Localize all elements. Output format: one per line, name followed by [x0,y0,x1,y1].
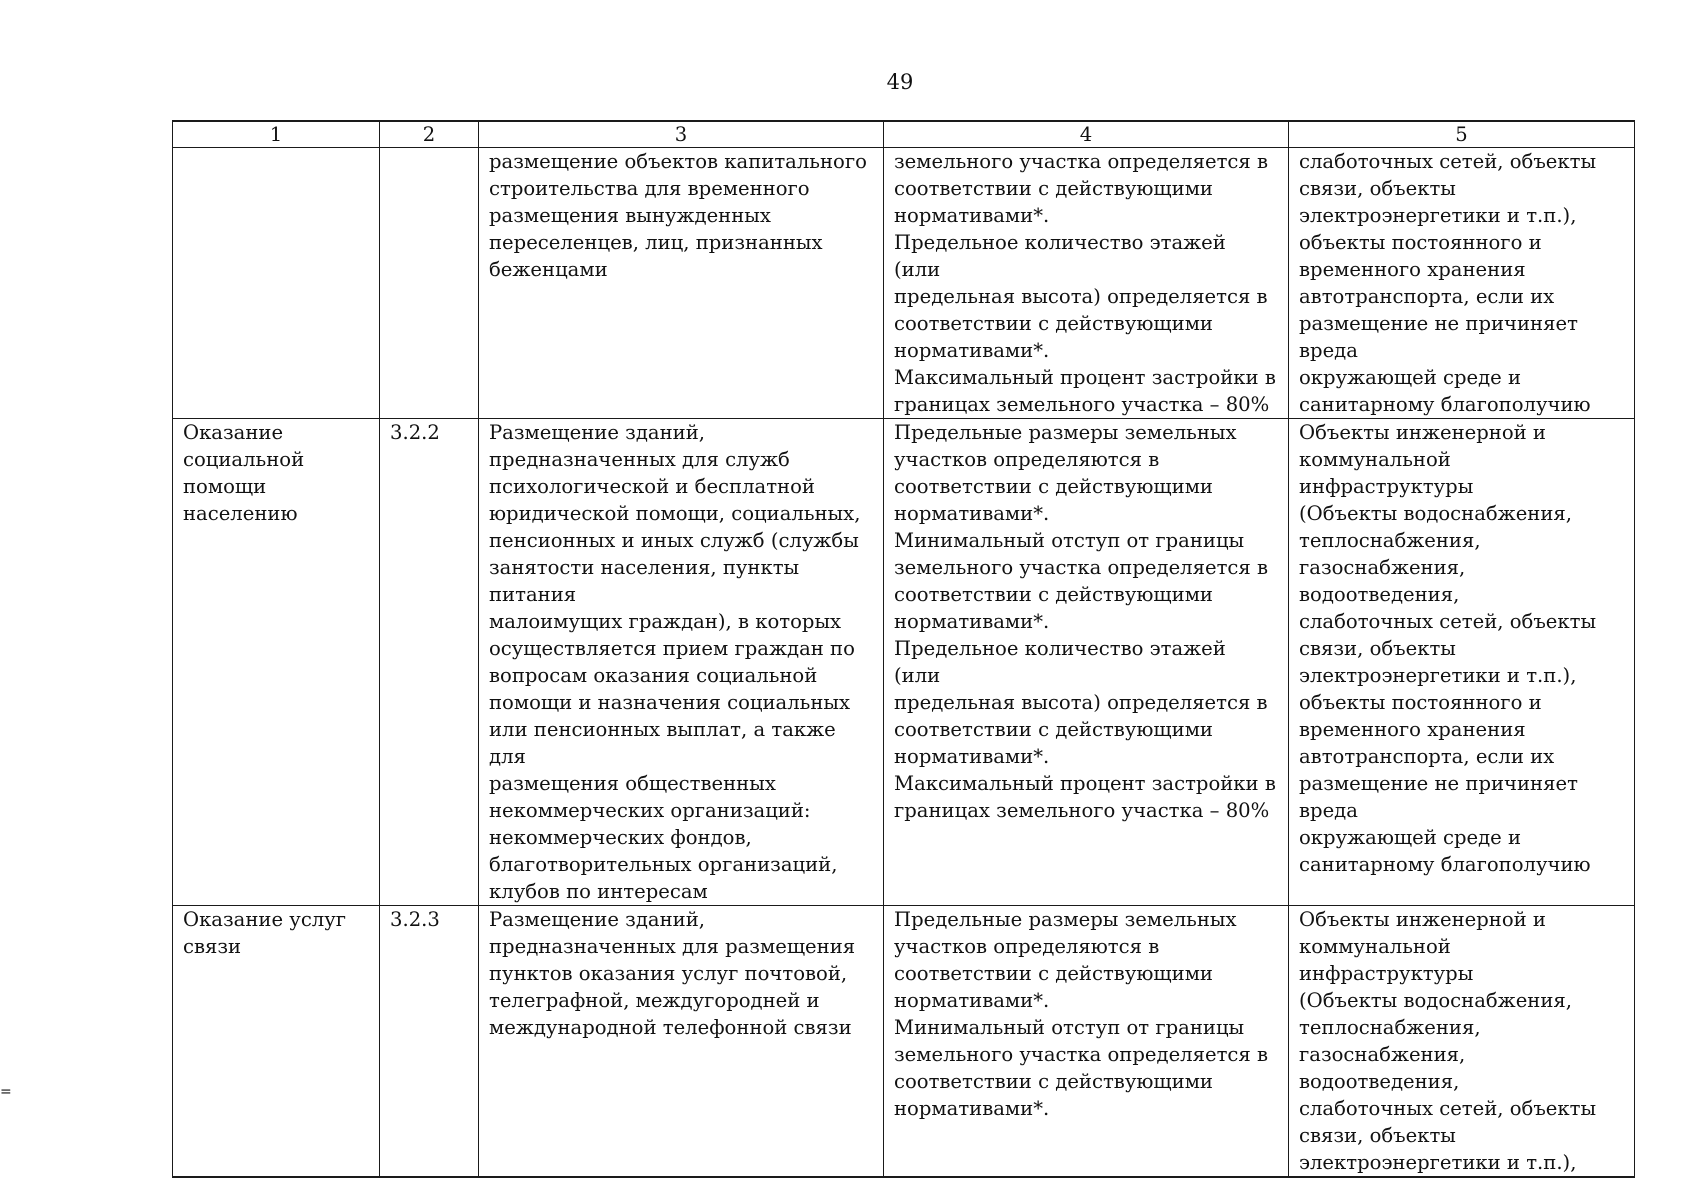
table-row [173,419,1635,906]
table-header-row [173,121,1635,148]
table-row [173,148,1635,419]
header-col-3: 3 [479,121,884,148]
cell-use-description: размещение объектов капитального строительства для временного размещения вынужденных переселенцев, лиц, признанных беженцами [479,148,884,419]
cell-use-code [380,148,479,419]
cell-auxiliary-uses: слаботочных сетей, объекты связи, объекты электроэнергетики и т.п.), объекты постоянного и временного хранения автотранспорта, если их размещение не причиняет вреда окружающей среде и санитарному благополучию [1289,148,1635,419]
cell-use-name: Оказание услуг связи [173,906,380,1178]
cell-use-parameters: земельного участка определяется в соответствии с действующими нормативами*. Предельное количество этажей (или предельная высота) определяется в соответствии с действующими нормативами*. Максимальный процент застройки в границах земельного участка – 80% [884,148,1289,419]
cell-use-name: Оказание социальной помощи населению [173,419,380,906]
header-col-1: 1 [173,121,380,148]
header-col-4: 4 [884,121,1289,148]
cell-use-code: 3.2.3 [380,906,479,1178]
cell-use-parameters: Предельные размеры земельных участков определяются в соответствии с действующими нормативами*. Минимальный отступ от границы земельного участка определяется в соответствии с действующими нормативами*. [884,906,1289,1178]
margin-mark: = [0,1084,12,1100]
table-row [173,906,1635,1178]
cell-auxiliary-uses: Объекты инженерной и коммунальной инфраструктуры (Объекты водоснабжения, теплоснабжения, газоснабжения, водоотведения, слаботочных сетей, объекты связи, объекты электроэнергетики и т.п.), [1289,906,1635,1178]
cell-use-name [173,148,380,419]
cell-use-code: 3.2.2 [380,419,479,906]
cell-auxiliary-uses: Объекты инженерной и коммунальной инфраструктуры (Объекты водоснабжения, теплоснабжения, газоснабжения, водоотведения, слаботочных сетей, объекты связи, объекты электроэнергетики и т.п.), объекты постоянного и временного хранения автотранспорта, если их размещение не причиняет вреда окружающей среде и санитарному благополучию [1289,419,1635,906]
cell-use-description: Размещение зданий, предназначенных для служб психологической и бесплатной юридической помощи, социальных, пенсионных и иных служб (службы занятости населения, пункты питания малоимущих граждан), в которых осуществляется прием граждан по вопросам оказания социальной помощи и назначения социальных или пенсионных выплат, а также для размещения общественных некоммерческих организаций: некоммерческих фондов, благотворительных организаций, клубов по интересам [479,419,884,906]
page-number: 49 [886,70,914,94]
cell-use-description: Размещение зданий, предназначенных для размещения пунктов оказания услуг почтовой, телеграфной, междугородней и международной телефонной связи [479,906,884,1178]
header-col-2: 2 [380,121,479,148]
header-col-5: 5 [1289,121,1635,148]
land-use-table [172,120,1635,1178]
cell-use-parameters: Предельные размеры земельных участков определяются в соответствии с действующими нормативами*. Минимальный отступ от границы земельного участка определяется в соответствии с действующими нормативами*. Предельное количество этажей (или предельная высота) определяется в соответствии с действующими нормативами*. Максимальный процент застройки в границах земельного участка – 80% [884,419,1289,906]
